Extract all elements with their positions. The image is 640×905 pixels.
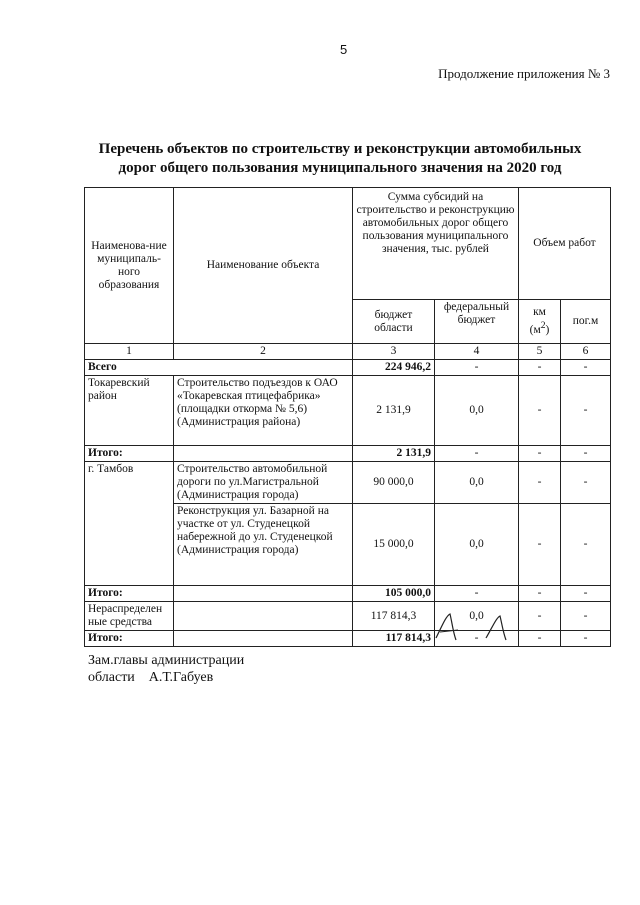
column-number: 5 — [519, 344, 561, 360]
subtotal-row — [85, 631, 611, 647]
handwritten-initials — [428, 608, 528, 644]
header-object: Наименование объекта — [174, 188, 353, 344]
column-number: 3 — [353, 344, 435, 360]
subtotal-regional: 105 000,0 — [353, 586, 435, 602]
appendix-label: Продолжение приложения № 3 — [438, 66, 610, 81]
total-m: - — [561, 360, 611, 376]
column-number: 1 — [85, 344, 174, 360]
objects-table — [84, 187, 611, 647]
table-row — [85, 376, 611, 446]
total-label: Всего — [85, 360, 353, 376]
federal-budget-cell: 0,0 — [435, 462, 519, 504]
m-cell: - — [561, 602, 611, 631]
federal-budget-cell: 0,0 — [435, 504, 519, 586]
signature-name: области А.Т.Габуев — [88, 670, 214, 685]
municipality-cell: Токаревский район — [85, 376, 174, 446]
km-cell: - — [519, 376, 561, 446]
subtotal-m: - — [561, 586, 611, 602]
header-subsidy-sum: Сумма субсидий на строительство и реконструкцию автомобильных дорог общего пользования муниципального значения, тыс. рублей — [353, 188, 519, 300]
subtotal-km: - — [519, 586, 561, 602]
empty-cell — [174, 631, 353, 647]
table-row — [85, 602, 611, 631]
subtotal-regional: 2 131,9 — [353, 446, 435, 462]
subtotal-m: - — [561, 631, 611, 647]
title-line-1: Перечень объектов по строительству и реконструкции автомобильных — [98, 141, 582, 157]
object-cell: Реконструкция ул. Базарной на участке от ул. Студенецкой набережной до ул. Студенецкой (Администрация города) — [174, 504, 353, 586]
total-federal: - — [435, 360, 519, 376]
document-title — [60, 140, 620, 178]
federal-budget-cell: 0,0 — [435, 376, 519, 446]
signature-position: Зам.главы администрации — [88, 653, 245, 668]
subtotal-label: Итого: — [85, 631, 174, 647]
total-row — [85, 360, 611, 376]
km-cell: - — [519, 462, 561, 504]
column-number: 2 — [174, 344, 353, 360]
title-line-2: дорог общего пользования муниципального значения на 2020 год — [118, 160, 562, 176]
federal-budget-cell: 0,0 — [435, 602, 519, 631]
column-number: 4 — [435, 344, 519, 360]
subtotal-label: Итого: — [85, 586, 174, 602]
header-km-unit: (м — [529, 323, 541, 336]
header-linear-m: пог.м — [561, 300, 611, 344]
subtotal-federal: - — [435, 631, 519, 647]
m-cell: - — [561, 376, 611, 446]
subtotal-label: Итого: — [85, 446, 174, 462]
header-km-sup: 2 — [540, 320, 546, 332]
km-cell: - — [519, 504, 561, 586]
header-km — [519, 300, 561, 344]
m-cell: - — [561, 504, 611, 586]
subtotal-km: - — [519, 446, 561, 462]
m-cell: - — [561, 462, 611, 504]
subtotal-regional: 117 814,3 — [353, 631, 435, 647]
total-km: - — [519, 360, 561, 376]
regional-budget-cell: 90 000,0 — [353, 462, 435, 504]
column-number: 6 — [561, 344, 611, 360]
object-cell: Строительство подъездов к ОАО «Токаревская птицефабрика» (площадки откорма № 5,6) (Администрация района) — [174, 376, 353, 446]
header-work-volume: Объем работ — [519, 188, 611, 300]
subtotal-km: - — [519, 631, 561, 647]
regional-budget-cell: 117 814,3 — [353, 602, 435, 631]
object-cell — [174, 602, 353, 631]
signature-block — [88, 652, 244, 686]
total-regional: 224 946,2 — [353, 360, 435, 376]
object-cell: Строительство автомобильной дороги по ул.Магистральной (Администрация города) — [174, 462, 353, 504]
km-cell: - — [519, 602, 561, 631]
column-number-row — [85, 344, 611, 360]
header-federal-budget: федеральный бюджет — [435, 300, 519, 344]
subtotal-m: - — [561, 446, 611, 462]
table-row — [85, 462, 611, 504]
header-regional-budget: бюджет области — [353, 300, 435, 344]
header-km-close: ) — [545, 323, 550, 336]
empty-cell — [174, 586, 353, 602]
header-km-label: км — [533, 306, 546, 319]
municipality-cell: Нераспределен ные средства — [85, 602, 174, 631]
subtotal-row — [85, 446, 611, 462]
page-number: 5 — [340, 42, 348, 57]
subtotal-federal: - — [435, 446, 519, 462]
regional-budget-cell: 15 000,0 — [353, 504, 435, 586]
regional-budget-cell: 2 131,9 — [353, 376, 435, 446]
header-municipality: Наименова-ние муниципаль-ного образования — [85, 188, 174, 344]
subtotal-row — [85, 586, 611, 602]
subtotal-federal: - — [435, 586, 519, 602]
empty-cell — [174, 446, 353, 462]
municipality-cell: г. Тамбов — [85, 462, 174, 586]
